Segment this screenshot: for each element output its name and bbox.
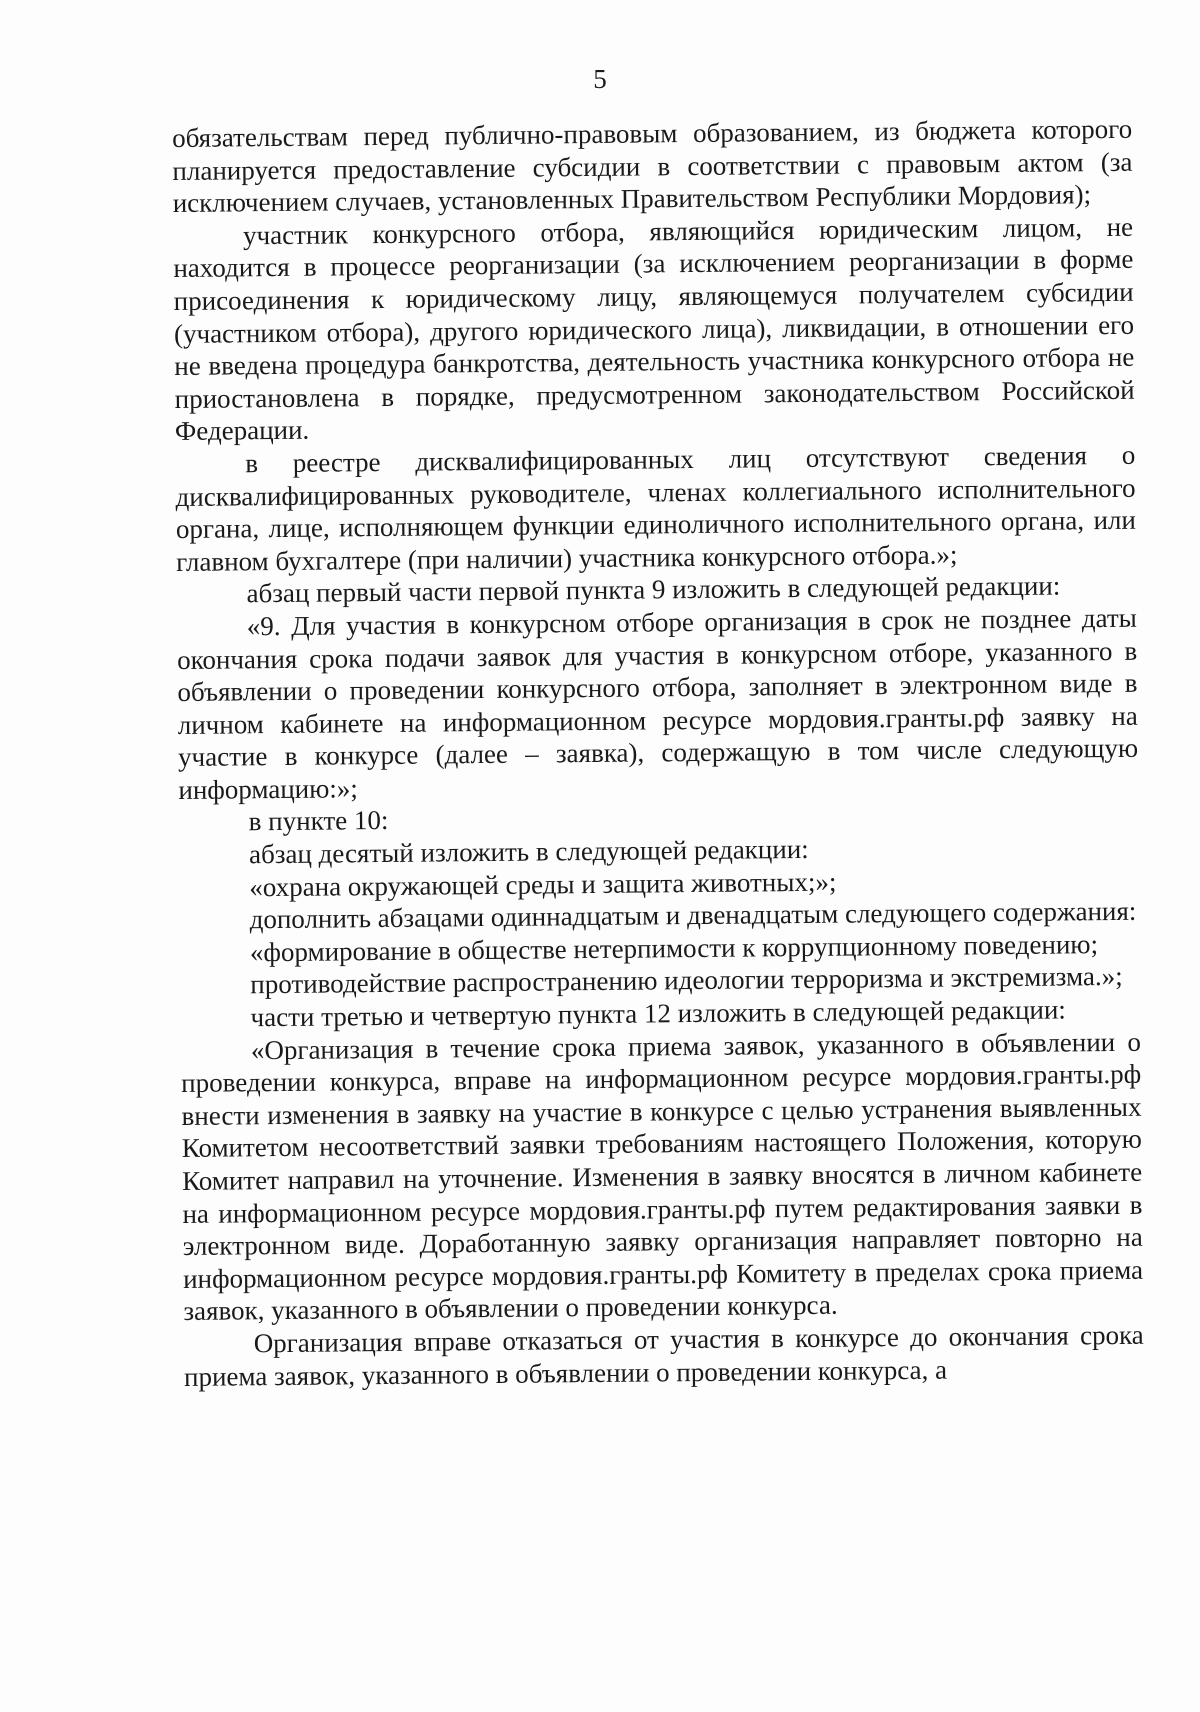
document-body [172,113,1144,1393]
paragraph-3: в реестре дисквалифицированных лиц отсутствуют сведения о дисквалифицированных руководителе, членах коллегиального исполнительного органа, лице, исполняющем функции единоличного исполнительного органа, или главном бухгалтере (при наличии) участника конкурсного отбора.»; [175,439,1137,577]
paragraph-10: «формирование в обществе нетерпимости к коррупционному поведению; [249,928,1099,968]
paragraph-4: абзац первый части первой пункта 9 изложить в следующей редакции: [246,570,1061,609]
paragraph-6: в пункте 10: [248,805,389,837]
paragraph-5: «9. Для участия в конкурсном отборе организация в срок не позднее даты окончания срока подачи заявок для участия в конкурсном отборе, указанного в объявлении о проведении конкурсного отбора, заполняет в электронном виде в личном кабинете на информационном ресурсе мордовия.гранты.рф заявку на участие в конкурсе (далее – заявка), содержащую в том числе следующую информацию:»; [177,602,1139,805]
paragraph-2: участник конкурсного отбора, являющийся юридическим лицом, не находится в процессе реорганизации (за исключением реорганизации в форме присоединения к юридическому лицу, являющемуся получателем субсидии (участником отбора), другого юридического лица), ликвидации, в отношении его не введена процедура банкротства, деятельность участника конкурсного отбора не приостановлена в порядке, предусмотренном законодательством Российской Федерации. [173,211,1135,447]
paragraph-12: части третью и четвертую пункта 12 изложить в следующей редакции: [250,994,1066,1033]
paragraph-8: «охрана окружающей среды и защита животных;»; [249,866,837,902]
paragraph-11: противодействие распространению идеологии терроризма и экстремизма.»; [250,961,1123,1000]
paragraph-14: Организация вправе отказаться от участия в конкурсе до окончания срока приема заявок, указанного в объявлении о проведении конкурса, а [183,1319,1144,1392]
paragraph-1: обязательствам перед публично-правовым образованием, из бюджета которого планируется предоставление субсидии в соответствии с правовым актом (за исключением случаев, установленных Правительством Республики Мордовия); [172,113,1133,219]
paragraph-13: «Организация в течение срока приема заявок, указанного в объявлении о проведении конкурса, вправе на информационном ресурсе мордовия.гранты.рф внести изменения в заявку на участие в конкурсе с целью устранения выявленных Комитетом несоответствий заявки требованиям настоящего Положения, которую Комитет направил на уточнение. Изменения в заявку вносятся в личном кабинете на информационном ресурсе мордовия.гранты.рф путем редактирования заявки в электронном виде. Доработанную заявку организация направляет повторно на информационном ресурсе мордовия.гранты.рф Комитету в пределах срока приема заявок, указанного в объявлении о проведении конкурса. [181,1026,1144,1327]
page-number: 5 [593,64,607,94]
paragraph-7: абзац десятый изложить в следующей редакции: [248,833,809,870]
paragraph-9: дополнить абзацами одиннадцатым и двенадцатым следующего содержания: [249,896,1137,935]
